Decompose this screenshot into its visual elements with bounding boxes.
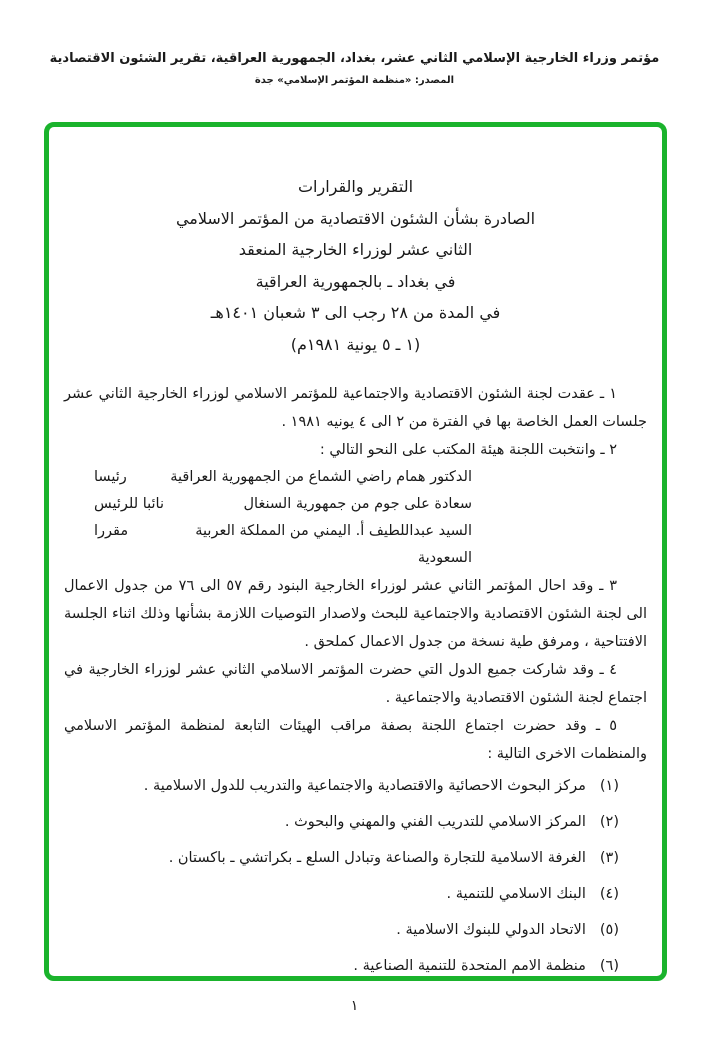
officer-name: السيد عبداللطيف أ. اليمني من المملكة العربية السعودية (195, 523, 472, 566)
header-source: المصدر: «منظمة المؤتمر الإسلامي» جدة (254, 75, 455, 86)
paragraph-4: ٤ ـ وقد شاركت جميع الدول التي حضرت المؤتمر الاسلامي الثاني عشر لوزراء الخارجية في اجتماع لجنة الشئون الاقتصادية والاجتماعية . (64, 662, 647, 706)
paragraph-2: ٢ ـ وانتخبت اللجنة هيئة المكتب على النحو التالي : (319, 442, 617, 458)
list-item (64, 956, 647, 977)
header-title: مؤتمر وزراء الخارجية الإسلامي الثاني عشر، بغداد، الجمهورية العراقية، تقرير الشئون الاقتصادية (49, 51, 660, 66)
list-item-text: الاتحاد الدولي للبنوك الاسلامية . (396, 922, 586, 938)
title-line-2: الصادرة بشأن الشئون الاقتصادية من المؤتمر الاسلامي (175, 208, 536, 228)
list-item-number: (٢) (599, 814, 619, 830)
officer-role: مقررا (94, 523, 129, 539)
officer-name: الدكتور همام راضي الشماع من الجمهورية العراقية (170, 469, 472, 485)
title-line-5: في المدة من ٢٨ رجب الى ٣ شعبان ١٤٠١هـ (210, 303, 501, 322)
paragraph-5: ٥ ـ وقد حضرت اجتماع اللجنة بصفة مراقب الهيئات التابعة لمنظمة المؤتمر الاسلامي والمنظمات الاخرى التالية : (64, 718, 647, 762)
list-item-number: (٥) (599, 922, 619, 938)
title-line-4: في بغداد ـ بالجمهورية العراقية (255, 271, 456, 291)
list-item-number: (٤) (599, 886, 619, 902)
paragraph-3: ٣ ـ وقد احال المؤتمر الثاني عشر لوزراء الخارجية البنود رقم ٥٧ الى ٧٦ من جدول الاعمال الى لجنة الشئون الاقتصادية والاجتماعية للبحث ولاصدار التوصيات اللازمة بشأنها وذلك اثناء الجلسة الافتتاحية ، ومرفق طية نسخة من جدول الاعمال كملحق . (64, 578, 647, 650)
officer-row (94, 518, 472, 572)
officer-role: رئيسا (94, 469, 127, 485)
list-item (64, 848, 647, 869)
list-item-number: (٣) (599, 850, 619, 866)
list-item (64, 884, 647, 905)
officer-row (94, 464, 472, 491)
paragraph-1: ١ ـ عقدت لجنة الشئون الاقتصادية والاجتماعية للمؤتمر الاسلامي لوزراء الخارجية الثاني عشر جلسات العمل الخاصة بها في الفترة من ٢ الى ٤ يونيه ١٩٨١ . (64, 386, 647, 430)
title-line-3: الثاني عشر لوزراء الخارجية المنعقد (238, 240, 473, 259)
officers-list (64, 464, 647, 572)
list-item-number: (٦) (599, 958, 619, 974)
list-item-text: المركز الاسلامي للتدريب الفني والمهني والبحوث . (284, 814, 586, 830)
page-number: ١ (350, 998, 359, 1014)
list-item-text: مركز البحوث الاحصائية والاقتصادية والاجتماعية والتدريب للدول الاسلامية . (143, 778, 586, 794)
list-item-text: الغرفة الاسلامية للتجارة والصناعة وتبادل السلع ـ بكراتشي ـ باكستان . (168, 850, 586, 866)
list-item-text: منظمة الامم المتحدة للتنمية الصناعية . (353, 958, 586, 974)
title-line-1: التقرير والقرارات (297, 177, 414, 196)
title-line-6: (١ ـ ٥ يونية ١٩٨١م) (290, 334, 421, 354)
document-highlight-box (44, 122, 667, 981)
document-title-block (64, 171, 647, 360)
list-item (64, 920, 647, 941)
list-item-text: البنك الاسلامي للتنمية . (446, 886, 586, 902)
officer-row (94, 491, 472, 518)
officer-role: نائبا للرئيس (94, 496, 165, 512)
header (20, 50, 689, 86)
officer-name: سعادة على جوم من جمهورية السنغال (243, 496, 472, 512)
list-item-number: (١) (599, 778, 619, 794)
list-item (64, 812, 647, 833)
list-item (64, 776, 647, 797)
observers-list (64, 776, 647, 977)
